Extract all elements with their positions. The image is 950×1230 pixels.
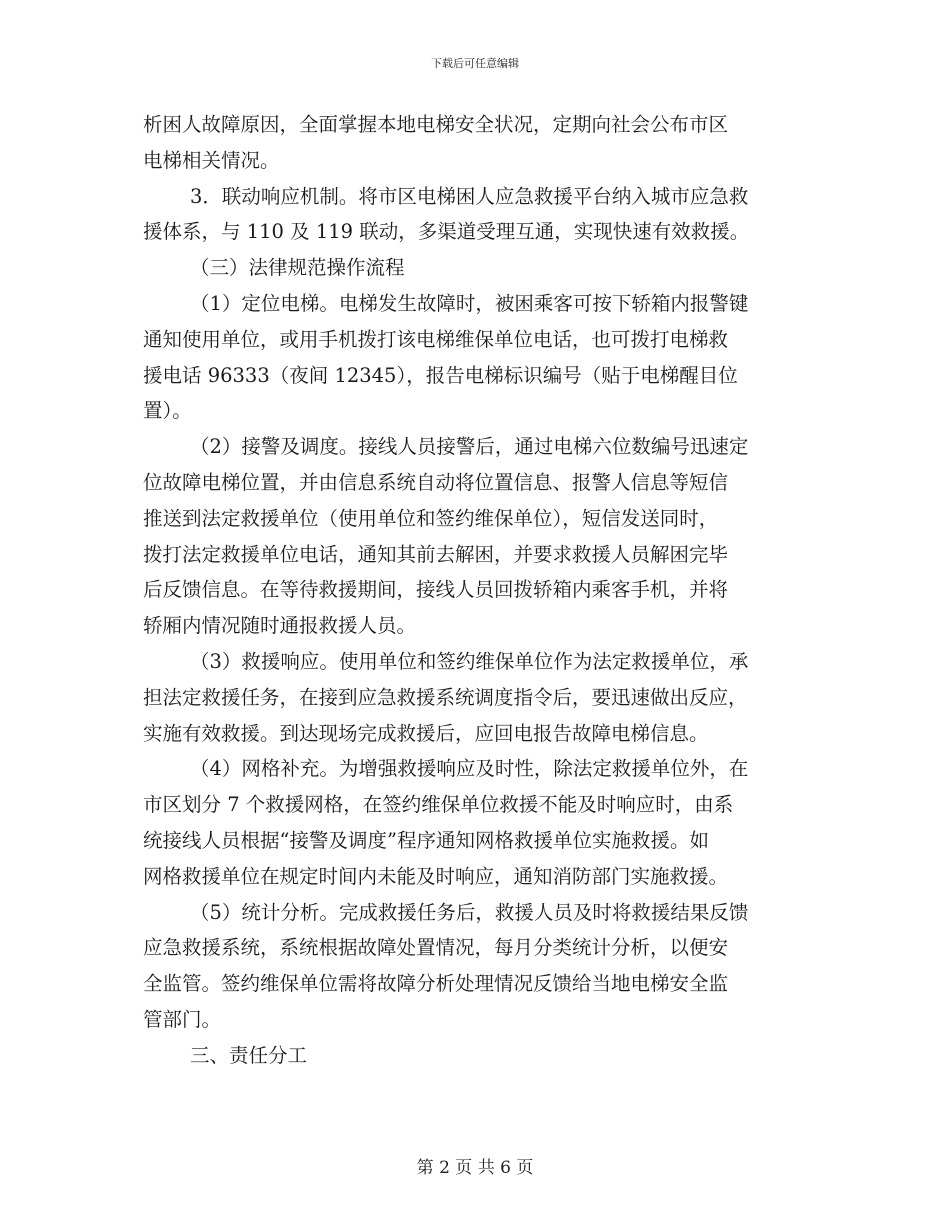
paragraph-line: 析困人故障原因，全面掌握本地电梯安全状况，定期向社会公布市区 bbox=[143, 113, 729, 136]
page-header: 下载后可任意编辑 bbox=[431, 57, 519, 70]
section-heading: （三）法律规范操作流程 bbox=[190, 256, 405, 280]
section-heading: 三、责任分工 bbox=[190, 1043, 308, 1067]
paragraph-line: （2）接警及调度。接线人员接警后，通过电梯六位数编号迅速定 bbox=[190, 435, 749, 459]
paragraph-line: 轿厢内情况随时通报救援人员。 bbox=[143, 614, 417, 638]
paragraph-line: （4）网格补充。为增强救援响应及时性，除法定救援单位外，在 bbox=[190, 757, 749, 781]
paragraph-line: 担法定救援任务，在接到应急救援系统调度指令后，要迅速做出反应， bbox=[143, 685, 748, 709]
paragraph-line: （1）定位电梯。电梯发生故障时，被困乘客可按下轿箱内报警键 bbox=[190, 291, 749, 315]
paragraph-line: 电梯相关情况。 bbox=[143, 148, 280, 172]
paragraph-line: （5）统计分析。完成救援任务后，救援人员及时将救援结果反馈 bbox=[190, 900, 749, 924]
page-footer: 第 2 页 共 6 页 bbox=[416, 1158, 534, 1178]
paragraph-line: 位故障电梯位置，并由信息系统自动将位置信息、报警人信息等短信 bbox=[143, 470, 729, 494]
paragraph-line: 通知使用单位，或用手机拨打该电梯维保单位电话，也可拨打电梯救 bbox=[143, 327, 729, 351]
paragraph-line: 应急救援系统，系统根据故障处置情况，每月分类统计分析，以便安 bbox=[143, 936, 729, 960]
paragraph-line: 统接线人员根据“接警及调度”程序通知网格救援单位实施救援。如 bbox=[143, 828, 709, 852]
paragraph-line: 市区划分 7 个救援网格，在签约维保单位救援不能及时响应时，由系 bbox=[143, 793, 734, 817]
paragraph-line: 实施有效救援。到达现场完成救援后，应回电报告故障电梯信息。 bbox=[143, 721, 709, 745]
paragraph-line: 推送到法定救援单位（使用单位和签约维保单位），短信发送同时， bbox=[143, 506, 719, 530]
paragraph-line: （3）救援响应。使用单位和签约维保单位作为法定救援单位，承 bbox=[190, 649, 749, 673]
paragraph-line: 援电话 96333（夜间 12345），报告电梯标识编号（贴于电梯醒目位 bbox=[143, 363, 738, 387]
paragraph-line: 后反馈信息。在等待救援期间，接线人员回拨轿箱内乘客手机，并将 bbox=[143, 578, 729, 602]
paragraph-line: 管部门。 bbox=[143, 1007, 222, 1031]
paragraph-line: 拨打法定救援单位电话，通知其前去解困，并要求救援人员解困完毕 bbox=[143, 542, 729, 566]
paragraph-line: 全监管。签约维保单位需将故障分析处理情况反馈给当地电梯安全监 bbox=[143, 972, 729, 996]
paragraph-line: 3．联动响应机制。将市区电梯困人应急救援平台纳入城市应急救 bbox=[190, 184, 749, 208]
paragraph-line: 网格救援单位在规定时间内未能及时响应，通知消防部门实施救援。 bbox=[143, 864, 729, 888]
document-body bbox=[143, 107, 815, 1074]
paragraph-line: 置）。 bbox=[143, 399, 192, 423]
paragraph-line: 援体系，与 110 及 119 联动，多渠道受理互通，实现快速有效救援。 bbox=[143, 220, 750, 244]
